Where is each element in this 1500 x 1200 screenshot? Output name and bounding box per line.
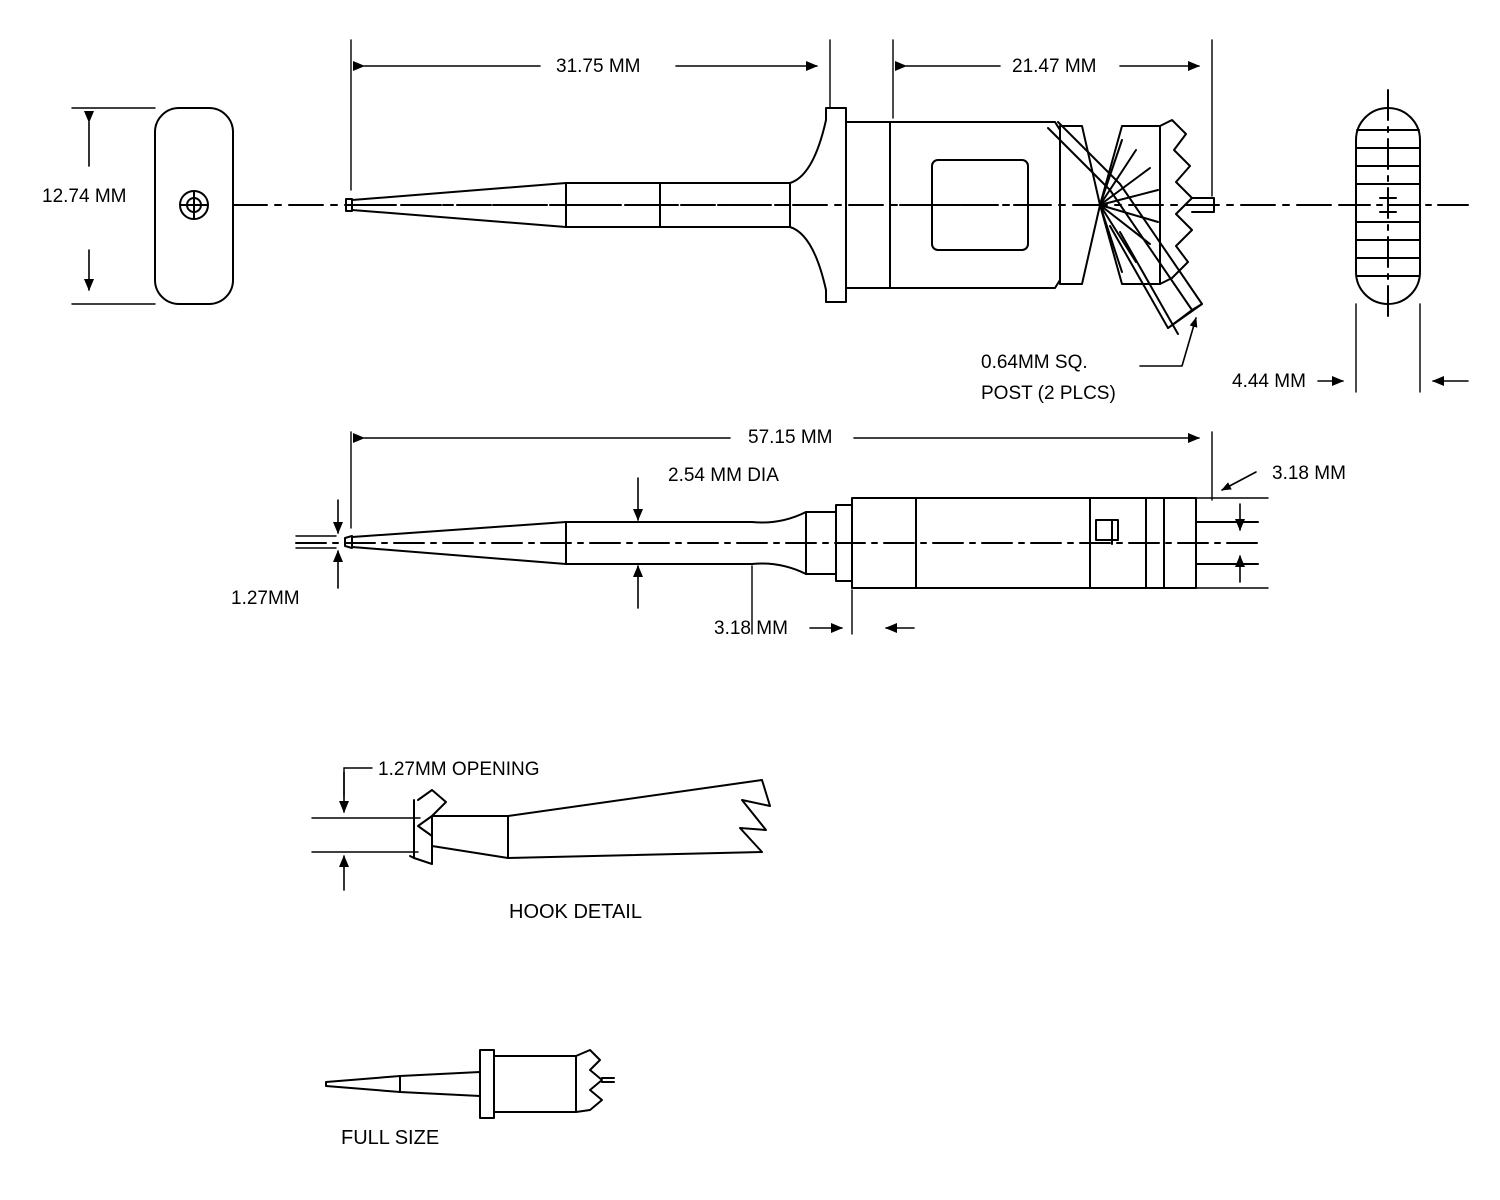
caption-hook-detail: HOOK DETAIL <box>509 901 642 923</box>
full-size-view <box>326 1050 614 1118</box>
top-view-dimension-lines <box>89 66 1468 381</box>
dim-label-4-44: 4.44 MM <box>1232 371 1306 392</box>
side-view-probe <box>296 498 1258 588</box>
hook-detail-view <box>410 780 770 864</box>
dim-label-21-47: 21.47 MM <box>1012 56 1097 77</box>
dim-label-31-75: 31.75 MM <box>556 56 641 77</box>
dim-label-1-27: 1.27MM <box>231 588 300 609</box>
top-view-jaw <box>1060 120 1214 284</box>
top-view-extension-lines <box>72 40 1420 392</box>
dim-label-57-15: 57.15 MM <box>748 427 833 448</box>
top-view-handle-plate <box>155 108 233 304</box>
right-end-view <box>1340 90 1470 322</box>
caption-full-size: FULL SIZE <box>341 1127 440 1149</box>
dim-label-3-18-bottom: 3.18 MM <box>714 618 788 639</box>
note-square-post-line2: POST (2 PLCS) <box>981 383 1116 404</box>
post-note-leader <box>1140 318 1196 366</box>
side-view-extension-lines <box>296 432 1268 634</box>
dim-label-2-54-dia: 2.54 MM DIA <box>668 465 779 486</box>
dim-label-1-27-opening: 1.27MM OPENING <box>378 759 540 780</box>
note-square-post-line1: 0.64MM SQ. <box>981 352 1088 373</box>
dim-label-3-18-right: 3.18 MM <box>1272 463 1346 484</box>
dim-label-12-74: 12.74 MM <box>42 186 127 207</box>
